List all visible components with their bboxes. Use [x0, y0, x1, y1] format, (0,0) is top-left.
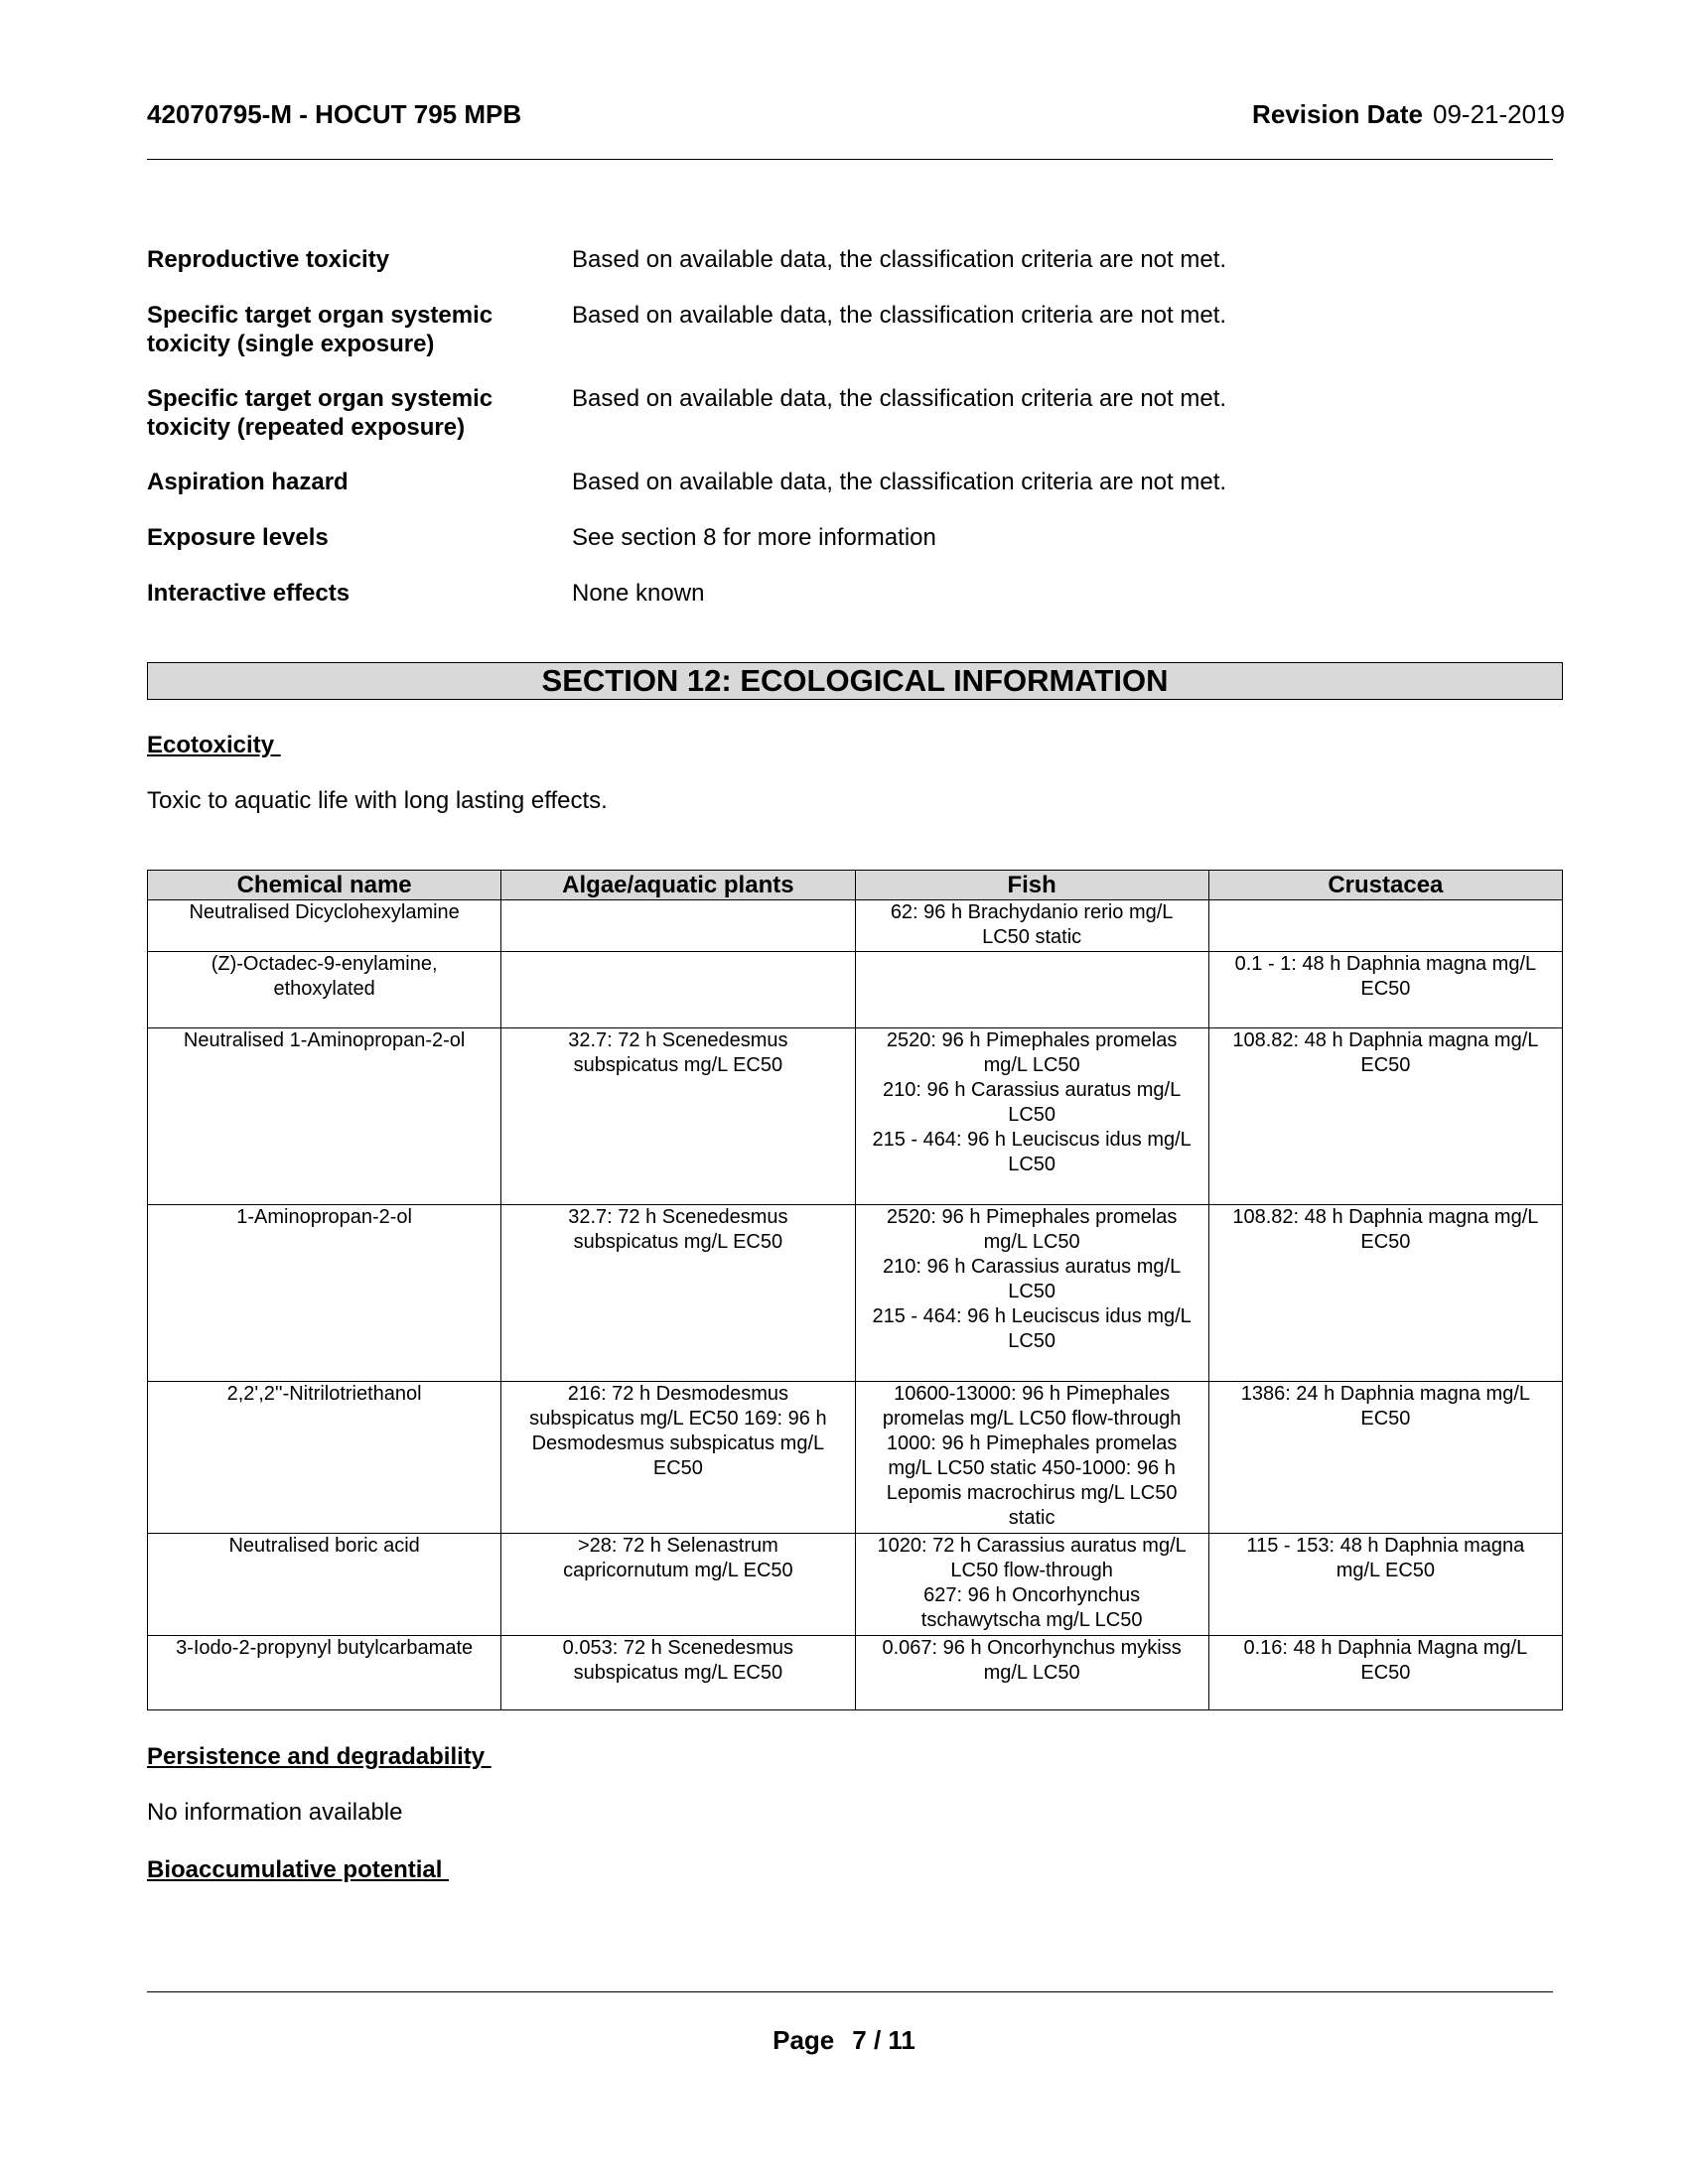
- ecotoxicity-table: [147, 870, 1563, 1710]
- property-label: Exposure levels: [147, 524, 329, 551]
- table-cell: Neutralised 1-Aminopropan-2-ol: [148, 1028, 501, 1205]
- property-value: Based on available data, the classification criteria are not met.: [572, 246, 1227, 273]
- table-cell: 108.82: 48 h Daphnia magna mg/L EC50: [1208, 1028, 1562, 1205]
- product-id: 42070795-M - HOCUT 795 MPB: [147, 99, 522, 129]
- property-label: Aspiration hazard: [147, 469, 349, 495]
- table-row: [148, 1534, 1563, 1636]
- property-label: Specific target organ systemic toxicity (repeated exposure): [147, 385, 493, 441]
- column-header-fish: Fish: [855, 871, 1208, 900]
- column-header-chemical-name: Chemical name: [148, 871, 501, 900]
- property-label: Interactive effects: [147, 580, 351, 607]
- table-cell: (Z)-Octadec-9-enylamine, ethoxylated: [148, 952, 501, 1028]
- table-cell: 115 - 153: 48 h Daphnia magna mg/L EC50: [1208, 1534, 1562, 1636]
- table-cell: 3-Iodo-2-propynyl butylcarbamate: [148, 1636, 501, 1710]
- table-cell: 108.82: 48 h Daphnia magna mg/L EC50: [1208, 1205, 1562, 1382]
- table-cell: 2,2',2''-Nitrilotriethanol: [148, 1382, 501, 1534]
- persistence-text: No information available: [147, 1799, 403, 1826]
- table-cell: 32.7: 72 h Scenedesmus subspicatus mg/L EC50: [501, 1028, 855, 1205]
- table-cell: 10600-13000: 96 h Pimephales promelas mg/L LC50 flow-through 1000: 96 h Pimephales promelas mg/L LC50 static 450-1000: 96 h Lepomis macrochirus mg/L LC50 static: [855, 1382, 1208, 1534]
- table-cell: 0.067: 96 h Oncorhynchus mykiss mg/L LC50: [855, 1636, 1208, 1710]
- table-cell: 216: 72 h Desmodesmus subspicatus mg/L EC50 169: 96 h Desmodesmus subspicatus mg/L EC50: [501, 1382, 855, 1534]
- table-cell: [501, 900, 855, 952]
- property-label: Reproductive toxicity: [147, 246, 390, 273]
- footer-divider: [147, 1991, 1553, 1992]
- table-row: [148, 900, 1563, 952]
- table-cell: 1386: 24 h Daphnia magna mg/L EC50: [1208, 1382, 1562, 1534]
- table-cell: [855, 952, 1208, 1028]
- table-cell: 2520: 96 h Pimephales promelas mg/L LC50 210: 96 h Carassius auratus mg/L LC50 215 - 464: 96 h Leuciscus idus mg/L LC50: [855, 1028, 1208, 1205]
- revision-date: [1252, 99, 1565, 130]
- table-cell: [1208, 900, 1562, 952]
- table-cell: 1020: 72 h Carassius auratus mg/L LC50 flow-through 627: 96 h Oncorhynchus tschawytscha mg/L LC50: [855, 1534, 1208, 1636]
- table-header-row: [148, 871, 1563, 900]
- property-label: Specific target organ systemic toxicity (single exposure): [147, 302, 493, 357]
- table-row: [148, 1382, 1563, 1534]
- property-value: None known: [572, 580, 705, 607]
- table-cell: [501, 952, 855, 1028]
- persistence-heading: Persistence and degradability: [147, 1743, 492, 1770]
- table-cell: 0.16: 48 h Daphnia Magna mg/L EC50: [1208, 1636, 1562, 1710]
- bioaccumulative-heading: Bioaccumulative potential: [147, 1856, 450, 1883]
- column-header-crustacea: Crustacea: [1208, 871, 1562, 900]
- column-header-algae: Algae/aquatic plants: [501, 871, 855, 900]
- table-cell: 32.7: 72 h Scenedesmus subspicatus mg/L EC50: [501, 1205, 855, 1382]
- page-label: Page: [773, 2025, 835, 2055]
- revision-label: Revision Date: [1252, 99, 1423, 129]
- property-value: Based on available data, the classification criteria are not met.: [572, 469, 1227, 495]
- table-cell: 1-Aminopropan-2-ol: [148, 1205, 501, 1382]
- table-row: [148, 952, 1563, 1028]
- page-footer: [0, 2025, 1688, 2056]
- table-cell: Neutralised Dicyclohexylamine: [148, 900, 501, 952]
- header-divider: [147, 159, 1553, 160]
- property-value: Based on available data, the classification criteria are not met.: [572, 385, 1227, 412]
- table-row: [148, 1636, 1563, 1710]
- section-title: SECTION 12: ECOLOGICAL INFORMATION: [147, 662, 1563, 700]
- table-cell: 2520: 96 h Pimephales promelas mg/L LC50 210: 96 h Carassius auratus mg/L LC50 215 - 464: 96 h Leuciscus idus mg/L LC50: [855, 1205, 1208, 1382]
- table-row: [148, 1205, 1563, 1382]
- table-cell: 62: 96 h Brachydanio rerio mg/L LC50 static: [855, 900, 1208, 952]
- revision-date-value: 09-21-2019: [1433, 99, 1565, 129]
- ecotoxicity-text: Toxic to aquatic life with long lasting effects.: [147, 787, 608, 814]
- table-cell: 0.1 - 1: 48 h Daphnia magna mg/L EC50: [1208, 952, 1562, 1028]
- ecotoxicity-heading: Ecotoxicity: [147, 732, 281, 758]
- property-value: See section 8 for more information: [572, 524, 936, 551]
- table-cell: >28: 72 h Selenastrum capricornutum mg/L EC50: [501, 1534, 855, 1636]
- property-value: Based on available data, the classification criteria are not met.: [572, 302, 1227, 329]
- table-cell: Neutralised boric acid: [148, 1534, 501, 1636]
- page-number: 7 / 11: [852, 2025, 915, 2055]
- table-row: [148, 1028, 1563, 1205]
- table-cell: 0.053: 72 h Scenedesmus subspicatus mg/L EC50: [501, 1636, 855, 1710]
